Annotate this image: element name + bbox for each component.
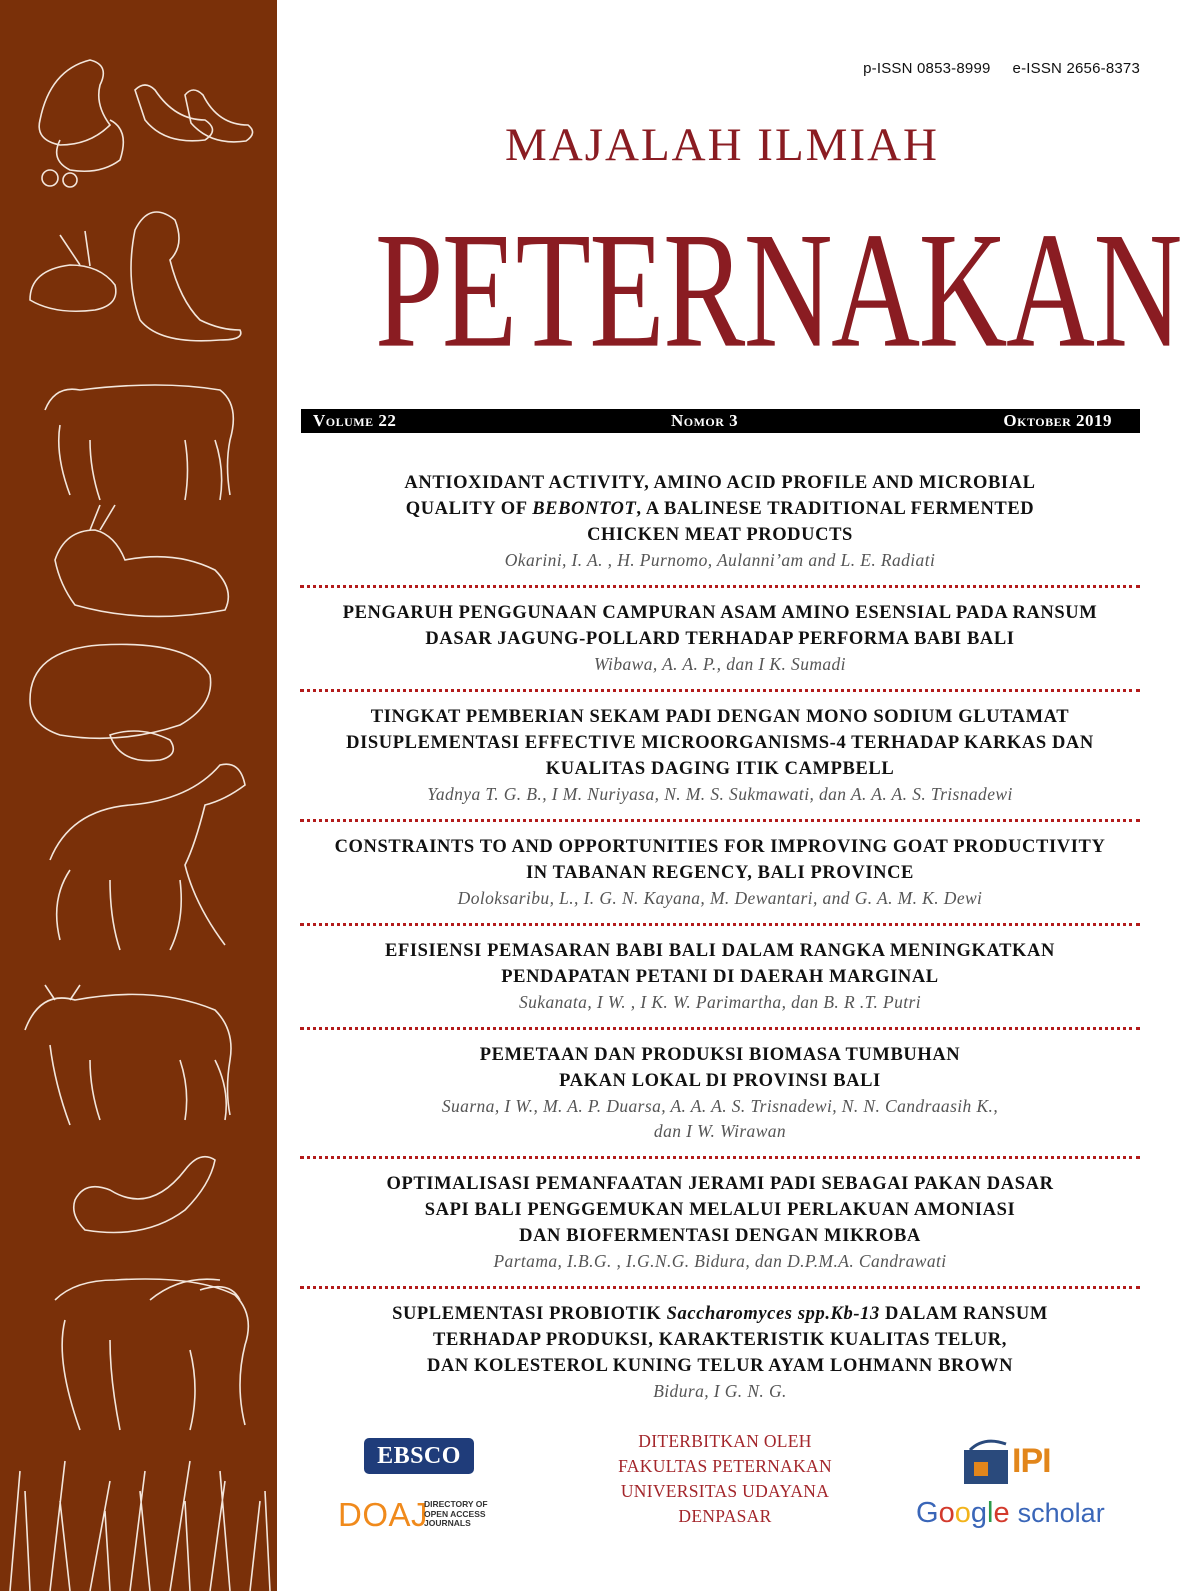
article-separator (300, 1286, 1140, 1289)
issn-line (863, 60, 1140, 77)
journal-title: PETERNAKAN (374, 198, 1181, 383)
doaj-logo (338, 1496, 488, 1534)
article-title-line: SUPLEMENTASI PROBIOTIK Saccharomyces spp.Kb-13 DALAM RANSUM (392, 1304, 1048, 1324)
article-separator (300, 1156, 1140, 1159)
issue-date: Oktober 2019 (1003, 411, 1112, 430)
electronic-issn: e-ISSN 2656-8373 (1012, 60, 1140, 77)
publisher-line: DENPASAR (678, 1506, 772, 1526)
article-entry (300, 1042, 1140, 1144)
article-title-line: PEMETAAN DAN PRODUKSI BIOMASA TUMBUHAN (479, 1045, 961, 1065)
article-title-line: QUALITY OF BEBONTOT, A BALINESE TRADITIONAL FERMENTED (405, 499, 1035, 519)
ipi-logo-text: IPI (1012, 1442, 1051, 1480)
animal-drawings-icon (0, 0, 277, 1591)
journal-series: MAJALAH ILMIAH (505, 119, 939, 171)
article-title-line: DASAR JAGUNG-POLLARD TERHADAP PERFORMA BABI BALI (425, 629, 1015, 649)
doaj-subtitle: DIRECTORY OF OPEN ACCESS JOURNALS (424, 1499, 488, 1528)
article-entry (300, 834, 1140, 911)
article-title-line: OPTIMALISASI PEMANFAATAN JERAMI PADI SEBAGAI PAKAN DASAR (386, 1174, 1054, 1194)
article-entry (300, 470, 1140, 573)
article-title-line: KUALITAS DAGING ITIK CAMPBELL (545, 759, 895, 779)
article-authors-line: Wibawa, A. A. P., dan I K. Sumadi (594, 654, 846, 674)
table-of-contents (300, 470, 1140, 1404)
publisher-line: FAKULTAS PETERNAKAN (618, 1456, 832, 1476)
article-entry (300, 600, 1140, 677)
print-issn: p-ISSN 0853-8999 (863, 60, 991, 77)
article-entry (300, 704, 1140, 807)
ipi-logo (962, 1438, 1062, 1486)
google-wordmark: Google (916, 1497, 1010, 1529)
article-title-line: SAPI BALI PENGGEMUKAN MELALUI PERLAKUAN AMONIASI (424, 1200, 1016, 1220)
issue-bar (301, 409, 1140, 433)
article-entry (300, 938, 1140, 1015)
article-title-line: PENDAPATAN PETANI DI DAERAH MARGINAL (501, 967, 939, 987)
article-separator (300, 585, 1140, 588)
article-title-line: DAN KOLESTEROL KUNING TELUR AYAM LOHMANN BROWN (426, 1356, 1014, 1376)
article-authors-line: Yadnya T. G. B., I M. Nuriyasa, N. M. S. Sukmawati, dan A. A. A. S. Trisnadewi (427, 784, 1013, 804)
article-separator (300, 923, 1140, 926)
article-title-line: DISUPLEMENTASI EFFECTIVE MICROORGANISMS-4 TERHADAP KARKAS DAN (346, 733, 1094, 753)
article-title-line: EFISIENSI PEMASARAN BABI BALI DALAM RANGKA MENINGKATKAN (385, 941, 1055, 961)
article-title-line: IN TABANAN REGENCY, BALI PROVINCE (526, 863, 914, 883)
article-authors-line: Bidura, I G. N. G. (653, 1381, 787, 1401)
article-title-line: CHICKEN MEAT PRODUCTS (587, 525, 853, 545)
issue-number: Nomor 3 (671, 411, 739, 430)
article-title-line: DAN BIOFERMENTASI DENGAN MIKROBA (519, 1226, 921, 1246)
article-authors-line: Doloksaribu, L., I. G. N. Kayana, M. Dewantari, and G. A. M. K. Dewi (457, 888, 983, 908)
issue-volume: Volume 22 (313, 411, 397, 430)
ebsco-logo: EBSCO (364, 1438, 474, 1474)
article-title-line: ANTIOXIDANT ACTIVITY, AMINO ACID PROFILE AND MICROBIAL (404, 473, 1036, 493)
article-title-line: PAKAN LOKAL DI PROVINSI BALI (559, 1071, 881, 1091)
scholar-wordmark: scholar (1017, 1498, 1105, 1528)
article-authors-line: dan I W. Wirawan (653, 1121, 787, 1141)
publisher-info (560, 1429, 890, 1529)
article-authors-line: Suarna, I W., M. A. P. Duarsa, A. A. A. S. Trisnadewi, N. N. Candraasih K., (441, 1096, 999, 1116)
article-authors-line: Sukanata, I W. , I K. W. Parimartha, dan B. R .T. Putri (519, 992, 921, 1012)
animal-illustration-sidebar (0, 0, 277, 1591)
article-entry (300, 1301, 1140, 1404)
article-authors-line: Okarini, I. A. , H. Purnomo, Aulanni’am and L. E. Radiati (504, 550, 936, 570)
google-scholar-logo (916, 1497, 1105, 1530)
article-title-line: TERHADAP PRODUKSI, KARAKTERISTIK KUALITAS TELUR, (433, 1330, 1007, 1350)
article-separator (300, 819, 1140, 822)
article-authors-line: Partama, I.B.G. , I.G.N.G. Bidura, dan D.P.M.A. Candrawati (493, 1251, 947, 1271)
doaj-logo-text: DOAJ (338, 1496, 429, 1533)
article-title-line: PENGARUH PENGGUNAAN CAMPURAN ASAM AMINO ESENSIAL PADA RANSUM (342, 603, 1098, 623)
article-separator (300, 1027, 1140, 1030)
ipi-emblem-icon (962, 1438, 1012, 1486)
article-title-line: CONSTRAINTS TO AND OPPORTUNITIES FOR IMPROVING GOAT PRODUCTIVITY (334, 837, 1106, 857)
article-entry (300, 1171, 1140, 1274)
article-separator (300, 689, 1140, 692)
article-title-line: TINGKAT PEMBERIAN SEKAM PADI DENGAN MONO SODIUM GLUTAMAT (370, 707, 1070, 727)
publisher-line: UNIVERSITAS UDAYANA (620, 1481, 830, 1501)
publisher-line: DITERBITKAN OLEH (638, 1431, 812, 1451)
